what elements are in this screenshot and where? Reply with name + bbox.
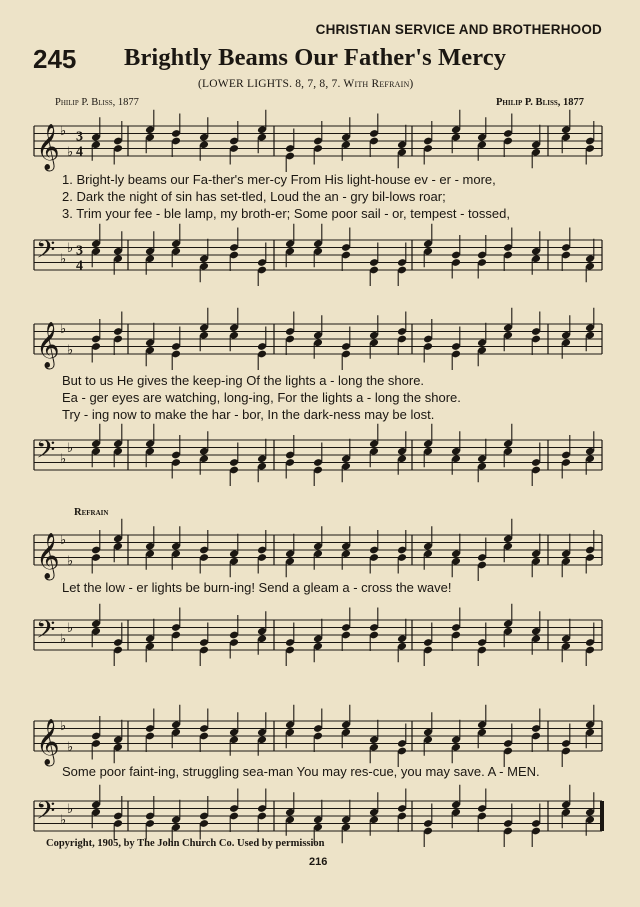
copyright-notice: Copyright, 1905, by The John Church Co. Used by permission: [46, 838, 325, 849]
system-4-bass-staff: [0, 793, 640, 843]
hymn-title: Brightly Beams Our Father's Mercy: [124, 44, 507, 71]
bass-clef-icon: 𝄢: [36, 235, 56, 271]
treble-clef-icon: 𝄞: [36, 533, 60, 579]
treble-clef-icon: 𝄞: [36, 322, 60, 368]
flat-icon: ♭: [67, 342, 74, 358]
hymn-number: 245: [33, 44, 77, 74]
composer-credit-left: Philip P. Bliss, 1877: [55, 97, 139, 108]
flat-icon: ♭: [60, 719, 67, 734]
tune-meter-line: (LOWER LIGHTS. 8, 7, 8, 7. With Refrain): [198, 78, 414, 90]
system-2-verse-1-lyric: But to us He gives the keep-ing Of the lights a - long the shore.: [62, 373, 425, 388]
bass-clef-icon: 𝄢: [36, 435, 56, 471]
flat-icon: ♭: [60, 252, 67, 267]
system-4-refrain-lyric: Some poor faint-ing, struggling sea-man You may res-cue, you may save. A - MEN.: [62, 764, 540, 779]
flat-icon: ♭: [60, 322, 67, 337]
time-signature-bottom: 4: [76, 258, 83, 274]
system-1-treble-staff: [0, 118, 640, 168]
system-1-bass-staff: [0, 232, 640, 282]
system-4-treble-staff: [0, 713, 640, 763]
system-1-verse-1-lyric: 1. Bright-ly beams our Fa-ther's mer-cy From His light-house ev - er - more,: [62, 172, 496, 187]
treble-clef-icon: 𝄞: [36, 719, 60, 765]
system-2-treble-staff: [0, 316, 640, 366]
system-1-verse-2-lyric: 2. Dark the night of sin has set-tled, Loud the an - gry bil-lows roar;: [62, 189, 446, 204]
flat-icon: ♭: [67, 144, 74, 160]
flat-icon: ♭: [60, 632, 67, 647]
bass-clef-icon: 𝄢: [36, 796, 56, 832]
flat-icon: ♭: [67, 620, 74, 636]
system-3-bass-staff: [0, 612, 640, 662]
system-3-refrain-lyric: Let the low - er lights be burn-ing! Send a gleam a - cross the wave!: [62, 580, 452, 595]
flat-icon: ♭: [67, 739, 74, 755]
flat-icon: ♭: [67, 553, 74, 569]
system-2-verse-3-lyric: Try - ing now to make the har - bor, In the dark-ness may be lost.: [62, 407, 435, 422]
system-2-bass-staff: [0, 432, 640, 482]
composer-credit-right: Philip P. Bliss, 1877: [495, 97, 584, 108]
system-2-verse-2-lyric: Ea - ger eyes are watching, long-ing, For the lights a - long the shore.: [62, 390, 461, 405]
time-signature-top: 3: [76, 243, 83, 259]
page-number: 216: [309, 856, 328, 868]
flat-icon: ♭: [67, 240, 74, 256]
flat-icon: ♭: [60, 813, 67, 828]
flat-icon: ♭: [67, 440, 74, 456]
section-heading: CHRISTIAN SERVICE AND BROTHERHOOD: [315, 22, 602, 37]
flat-icon: ♭: [60, 124, 67, 139]
treble-clef-icon: 𝄞: [36, 124, 60, 170]
system-3-treble-staff: [0, 527, 640, 577]
time-signature-top: 3: [76, 129, 83, 145]
flat-icon: ♭: [67, 801, 74, 817]
flat-icon: ♭: [60, 452, 67, 467]
time-signature-bottom: 4: [76, 144, 83, 160]
bass-clef-icon: 𝄢: [36, 615, 56, 651]
system-1-verse-3-lyric: 3. Trim your fee - ble lamp, my broth-er; Some poor sail - or, tempest - tossed,: [62, 206, 510, 221]
refrain-label: Refrain: [74, 507, 109, 518]
flat-icon: ♭: [60, 533, 67, 548]
